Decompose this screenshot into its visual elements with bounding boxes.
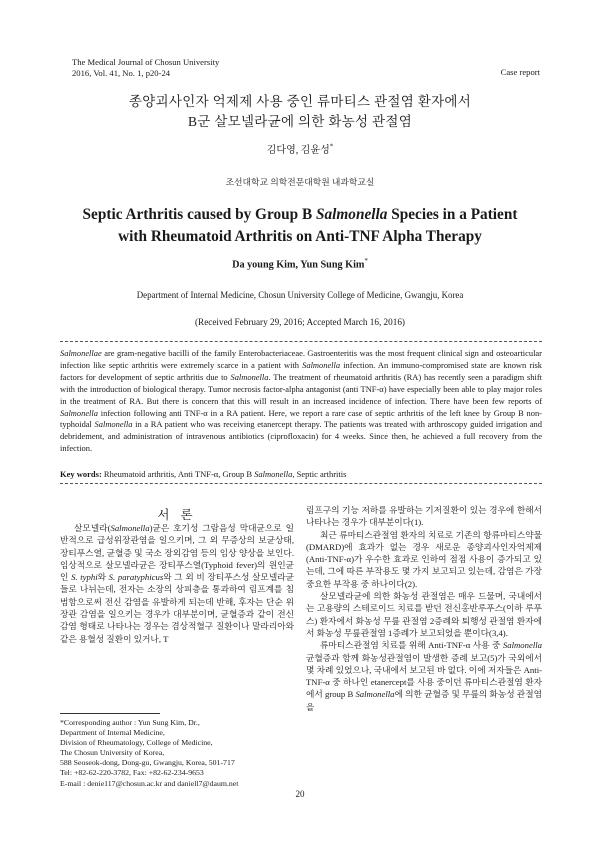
- paragraph: 최근 류마티스관절염 환자의 치료로 기존의 항류마티스약물(DMARD)에 효과가 없는 경우 새로운 종양괴사인자억제제(Anti-TNF-α)가 우수한 효과로 인하여 점점 사용이 증가되고 있는데, 그에 따른 부작용도 몇 가지 보고되고 있는데, 감염은 가장 중요한 부작용 중 하나이다(2).: [306, 529, 542, 589]
- keywords-label: Key words:: [60, 469, 102, 479]
- korean-title-line2: B군 살모넬라균에 의한 화농성 관절염: [187, 114, 413, 129]
- section-heading-introduction: 서 론: [157, 508, 197, 522]
- body-text: )균은 호기성 그람음성 막대균으로 일반적으로 급성위장관염을 일으키며, 그 외 무증상의 보균상태, 장티푸스열, 균혈증 및 국소 장외감염 등의 임상 양상을 보인다. 임상적으로 살모넬라균은 장티푸스열(Typhoid fever)의 원인균인: [60, 523, 294, 583]
- english-affiliation: Department of Internal Medicine, Chosun University College of Medicine, Gwangju, Korea: [136, 290, 464, 300]
- abstract-text: are gram-negative bacilli of the family Enterobacteriaceae. Gastroenteritis was the most frequent clinical sign and osteoarticular infection like septic arthritis were extremely scarce in a patient with: [60, 348, 542, 370]
- korean-author-names: 김다영, 김윤성: [266, 145, 330, 156]
- body-italic: S. paratyphicus: [108, 572, 164, 583]
- paragraph: 살모넬라균에 의한 화농성 관절염은 매우 드물며, 국내에서는 고용량의 스테로이드 치료를 받던 전신홍반루푸스(이하 루푸스) 환자에서 화농성 무릎 관절염 2증례와 퇴행성 관절염 환자에서 화농성 무릎관절염 1증례가 보고되었을 뿐이다(3,4).: [306, 591, 542, 638]
- abstract-text: infection. An immuno-compromised state are known risk factors for development of septic arthritis due to: [60, 359, 542, 382]
- journal-volume: 2016, Vol. 41, No. 1, p20-24: [72, 67, 171, 78]
- right-column: [306, 504, 542, 713]
- korean-affiliation: 조선대학교 의학전문대학원 내과학교실: [225, 177, 375, 187]
- corresponding-mark: *: [329, 142, 334, 151]
- keywords-text: Rheumatoid arthritis, Anti TNF-α, Group B: [101, 469, 255, 479]
- english-title: [0, 204, 600, 248]
- title-text: Septic Arthritis caused by Group B: [82, 206, 316, 223]
- korean-title: [0, 92, 600, 132]
- abstract-text: in a RA patient who was receiving etanercept therapy. The patients was treated with arthroscopy guided irrigation and debridement, and administration of intravenous antibiotics (ciprofloxacin) for 4 weeks. Since then, he achieved a full recovery from the infection.: [60, 419, 542, 454]
- keywords-italic: Salmonella: [254, 469, 293, 479]
- article-type: Case report: [500, 67, 540, 77]
- paragraph: [60, 522, 294, 645]
- corresponding-mark: *: [364, 257, 368, 265]
- english-author-names: Da young Kim, Yun Sung Kim: [232, 259, 365, 271]
- footnote-line: The Chosun University of Korea,: [60, 748, 165, 758]
- abstract-text: infection following anti TNF-α in a RA patient. Here, we report a rare case of septic arthritis of the left knee by Group B non-typhoidal: [60, 407, 542, 430]
- footnote-line: Division of Rheumatology, College of Medicine,: [60, 738, 213, 748]
- english-title-line2: with Rheumatoid Arthritis on Anti-TNF Alpha Therapy: [118, 228, 482, 245]
- journal-info: [72, 57, 219, 78]
- paragraph: [306, 639, 542, 713]
- keywords: [60, 469, 542, 480]
- corresponding-author-footnote: [60, 718, 300, 789]
- footnote-line: 588 Seoseok-dong, Dong-gu, Gwangju, Korea, 501-717: [60, 758, 235, 768]
- footnote-line: *Corresponding author : Yun Sung Kim, Dr.,: [60, 718, 200, 727]
- left-column: [60, 522, 294, 645]
- received-dates: (Received February 29, 2016; Accepted March 16, 2016): [195, 317, 405, 327]
- body-text: 에 의한 균혈증 및 무릎의 화농성 관절염을: [306, 689, 542, 712]
- english-title-line1: [0, 204, 600, 226]
- body-italic: Salmonella: [355, 689, 395, 700]
- body-italic: Salmonella: [502, 640, 542, 651]
- abstract-bottom-rule: [60, 483, 542, 484]
- abstract-italic: Salmonella: [94, 419, 133, 430]
- english-authors: [0, 257, 600, 270]
- footnote-line: Department of Internal Medicine,: [60, 728, 165, 738]
- abstract: [60, 348, 542, 455]
- body-italic: S. typhi: [71, 572, 98, 583]
- body-text: 와 그 외 비 장티푸스성 살모넬라균들로 나뉘는데, 전자는 소장의 상피층을 통과하여 림프계를 침범함으로써 전신 감염을 유발하게 되는데 반해, 후자는 단순 위장관 감염을 일으키는 경우가 대부분이며, 균혈증과 같이 전신감염 형태로 나타나는 경우는 겸상적혈구 질환이나 말라리아와 같은 용혈성 질환이 있거나, T: [60, 572, 294, 644]
- title-italic: Salmonella: [316, 206, 388, 223]
- title-text: Species in a Patient: [387, 206, 518, 223]
- abstract-italic: Salmonellae: [60, 348, 102, 358]
- paragraph: 림프구의 기능 저하를 유발하는 기저질환이 있는 경우에 한해서 나타나는 경우가 대부분이다(1).: [306, 505, 542, 528]
- abstract-italic: Salmonella: [302, 359, 341, 370]
- body-text: 균혈증과 함께 화농성관절염이 발생한 증례 보고(5)가 국외에서 몇 차례 있었으나, 국내에서 보고된 바 없다. 이에 저자들은 Anti-TNF-α 중 하나인 etanercept를 사용 중이던 류마티스관절염 환자에서 group B: [306, 652, 542, 700]
- abstract-text: . The treatment of rheumatoid arthritis (RA) has recently seen a paradigm shift with the introduction of biological therapy. Tumor necrosis factor-alpha antagonist (anti TNF-α) have especially been able to play major roles in the treatment of RA. But there is concern that this will result in an increased incidence of infection. There have been few reports of: [60, 371, 542, 406]
- body-text: 와: [97, 572, 109, 583]
- abstract-italic: Salmonella: [230, 371, 269, 382]
- journal-name: The Medical Journal of Chosun University: [72, 57, 220, 67]
- page-number: 20: [295, 789, 305, 799]
- keywords-text: , Septic arthritis: [292, 469, 347, 479]
- footnote-email: E-mail : denie117@chosun.ac.kr and daniell7@daum.net: [60, 778, 239, 788]
- body-text: 류마티스관절염 치료를 위해 Anti-TNF-α 사용 중: [320, 640, 503, 651]
- abstract-italic: Salmonella: [60, 407, 98, 418]
- footnote-line: Tel: +82-62-220-3782, Fax: +82-62-234-9653: [60, 768, 204, 778]
- korean-title-line1: 종양괴사인자 억제제 사용 중인 류마티스 관절염 환자에서: [128, 94, 472, 109]
- footnote-rule: [60, 713, 160, 714]
- body-text: 살모넬라(: [74, 523, 111, 533]
- body-italic: Salmonella: [110, 523, 150, 533]
- korean-authors: [0, 141, 600, 156]
- abstract-top-rule: [60, 341, 542, 342]
